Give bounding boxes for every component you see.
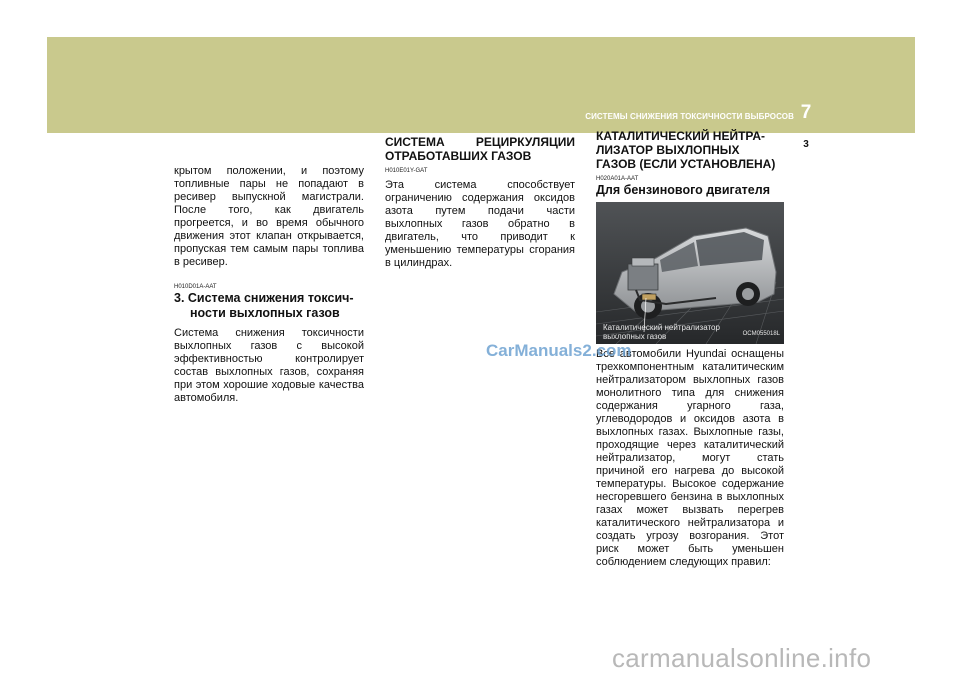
section-heading-line1: КАТАЛИТИЧЕСКИЙ НЕЙТРА- bbox=[596, 129, 766, 143]
section-heading bbox=[596, 129, 784, 171]
car-catalyst-figure bbox=[596, 202, 784, 344]
section-heading bbox=[174, 291, 364, 321]
section-code: H010D01A-AAT bbox=[174, 284, 217, 290]
chapter-number: 7 bbox=[800, 102, 812, 123]
section-heading-line3: ГАЗОВ (ЕСЛИ УСТАНОВЛЕНА) bbox=[596, 157, 776, 171]
section-title: СИСТЕМЫ СНИЖЕНИЯ ТОКСИЧНОСТИ ВЫБРОСОВ bbox=[585, 112, 794, 121]
figure-caption-line1: Каталитический нейтрализатор bbox=[603, 323, 720, 332]
body-paragraph: Система снижения токсичности выхлопных газов с высокой эффективностью контролирует состав выхлопных газов, сохраняя при этом хорошие ходовые качества автомобиля. bbox=[174, 327, 364, 404]
intro-paragraph: крытом положении, и поэтому топливные пары не попадают в ресивер выпускной магистрали. После того, как двигатель прогреется, и во время обычного движения этот клапан открывается, пропуская тем самым пары топлива в ресивер. bbox=[174, 165, 364, 268]
section-heading-line1: СИСТЕМА РЕЦИРКУЛЯЦИИ bbox=[385, 135, 575, 149]
section-heading-line2: ОТРАБОТАВШИХ ГАЗОВ bbox=[385, 149, 532, 163]
page-number: 3 bbox=[803, 139, 809, 150]
section-heading-line2: ЛИЗАТОР ВЫХЛОПНЫХ bbox=[596, 143, 740, 157]
section-heading-line1: 3. Система снижения токсич- bbox=[174, 291, 354, 305]
figure-code: OCM055018L bbox=[742, 331, 780, 337]
middle-column bbox=[385, 135, 575, 270]
section-heading bbox=[385, 135, 575, 163]
body-paragraph: Все автомобили Hyundai оснащены трехкомпонентным каталитическим нейтрализатором выхлопных газов монолитного типа для снижения содержания угарного газа, углеводородов и оксидов азота в выхлопных газах. Выхлопные газы, проходящие через каталитический нейтрализатор, могут стать причиной его нагрева до высокой температуры. Высокое содержание несгоревшего бензина в выхлопных газах может вызвать перегрев каталитического нейтрализатора и создать угрозу возгорания. Этот риск может быть уменьшен соблюдением следующих правил: bbox=[596, 348, 784, 568]
watermark-carmanuals2[interactable]: CarManuals2.com bbox=[486, 341, 632, 360]
left-column bbox=[174, 165, 364, 405]
watermark-carmanualsonline[interactable]: carmanualsonline.info bbox=[612, 643, 872, 673]
subheading: Для бензинового двигателя bbox=[596, 183, 770, 197]
figure-caption bbox=[603, 323, 720, 341]
section-heading-line2: ности выхлопных газов bbox=[190, 306, 340, 320]
section-code: H010E01Y-GAT bbox=[385, 168, 428, 174]
body-paragraph: Эта система способствует ограничению содержания оксидов азота путем подачи части выхлопных газов обратно в двигатель, что приводит к уменьшению температуры сгорания в цилиндрах. bbox=[385, 179, 575, 269]
figure-caption-line2: выхлопных газов bbox=[603, 332, 667, 341]
section-code: H020A01A-AAT bbox=[596, 176, 639, 182]
